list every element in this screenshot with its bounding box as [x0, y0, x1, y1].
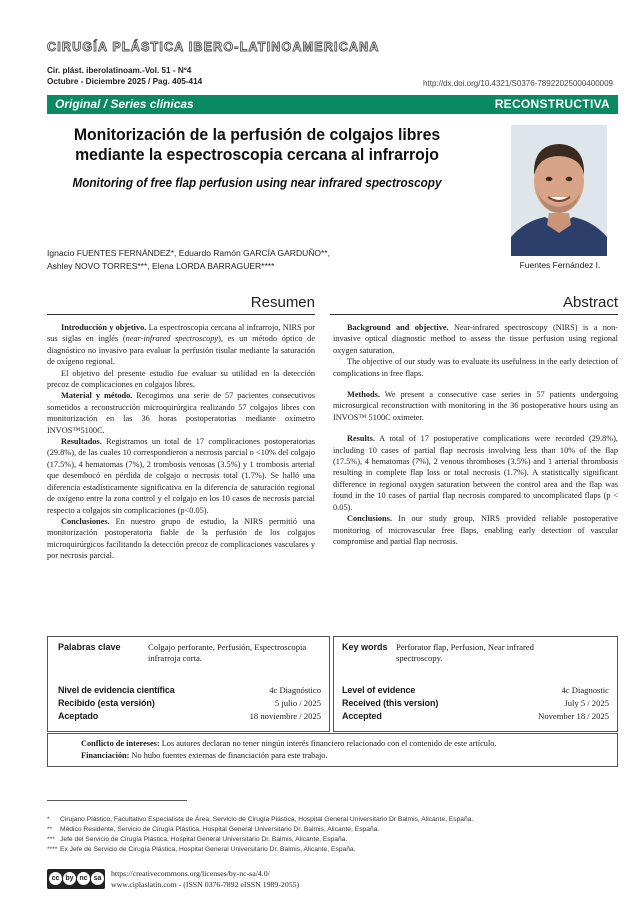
article-type: Original / Series clínicas [55, 97, 194, 111]
keywords-box-es [47, 636, 330, 732]
abstract-conclusions: Conclusions. In our study group, NIRS provided reliable postoperative monitoring of microvascular free flaps, enabling early detection of vascular compromise and partial flap necrosis. [333, 514, 618, 546]
resumen-intro: Introducción y objetivo. La espectroscopia cercana al infrarrojo, NIRS por sus siglas en inglés (near-infrared spectroscopy), es un método óptico de diagnóstico no invasivo para evaluar la perfusión tisular mediante la saturación de oxígeno regional. [47, 323, 315, 367]
abstract-objective: The objective of our study was to evaluate its usefulness in the early detection of complications in free flaps. [333, 357, 618, 378]
section-bar [47, 95, 618, 114]
nc-icon: nc [76, 871, 91, 886]
resumen-heading: Resumen [47, 294, 315, 315]
keywords-label-es: Palabras clave [58, 642, 121, 652]
keywords-value-es: Colgajo perforante, Perfusión, Espectroscopia infrarroja corta. [148, 642, 307, 663]
title-line-1: Monitorización de la perfusión de colgajos libres [73, 125, 441, 144]
funding-statement: Financiación: No hubo fuentes externas de financiación para este trabajo. [81, 750, 328, 760]
cc-icon: cc [48, 871, 63, 886]
footnote-4: **** Ex Jefe de Servicio de Cirugía Plástica, Hospital General Universitario Dr. Balmis, Alicante, España. [47, 846, 356, 853]
creative-commons-badge[interactable] [47, 869, 105, 889]
footnote-rule [47, 800, 187, 801]
english-title: Monitoring of free flap perfusion using near infrared spectroscopy [72, 176, 442, 190]
resumen-body [47, 322, 315, 562]
accepted-row-es: Aceptado 18 noviembre / 2025 [58, 711, 321, 721]
doi-link[interactable]: http://dx.doi.org/10.4321/S0376-78922025000400009 [423, 79, 613, 88]
received-row-es: Recibido (esta versión) 5 julio / 2025 [58, 698, 321, 708]
abstract-body [333, 322, 618, 547]
evidence-row-es: Nivel de evidencia científica 4c Diagnóstico [58, 685, 321, 695]
footnote-2: ** Médico Residente, Servicio de Cirugía Plástica, Hospital General Universitario Dr. Balmis, Alicante, España. [47, 826, 380, 833]
resumen-methods: Material y método. Recogimos una serie de 57 pacientes consecutivos sometidos a reconstrucción microquirúrgica realizando 57 colgajos libres con monitorización en las 36 horas postoperatorias mediante oxímetro INVOS™5100C. [47, 391, 315, 435]
abstract-heading: Abstract [330, 294, 618, 315]
accepted-row-en: Accepted November 18 / 2025 [342, 711, 609, 721]
received-row-en: Received (this version) July 5 / 2025 [342, 698, 609, 708]
keywords-label-en: Key words [342, 642, 388, 652]
abstract-background: Background and objective. Near-infrared spectroscopy (NIRS) is a non-invasive optical diagnostic method to assess the tissue perfusion using regional oxygen saturation. [333, 323, 618, 355]
evidence-row-en: Level of evidence 4c Diagnostic [342, 685, 609, 695]
author-photo [511, 125, 607, 256]
license-url[interactable]: https://creativecommons.org/licenses/by-nc-sa/4.0/ [111, 869, 270, 878]
journal-name: CIRUGÍA PLÁSTICA IBERO-LATINOAMERICANA [47, 40, 380, 54]
sa-icon: sa [90, 871, 105, 886]
keywords-box-en [333, 636, 618, 732]
resumen-objective: El objetivo del presente estudio fue evaluar su utilidad en la detección precoz de complicaciones en colgajos libres. [47, 368, 315, 390]
citation-volume: Cir. plást. iberolatinoam.-Vol. 51 - Nº4 [47, 66, 192, 75]
authors-line-1: Ignacio FUENTES FERNÁNDEZ*, Eduardo Ramón GARCÍA GARDUÑO**, [47, 248, 330, 258]
journal-site[interactable]: www.ciplaslatin.com - (ISSN 0376-7892 eISSN 1989-2055) [111, 880, 300, 889]
resumen-conclusions: Conclusiones. En nuestro grupo de estudio, la NIRS permitió una monitorización postoperatoria fiable de la perfusión de los colgajos microquirúrgicos facilitando la detección precoz de complicaciones vasculares y por necrosis parcial. [47, 516, 315, 561]
photo-caption: Fuentes Fernández I. [519, 260, 601, 270]
author-list [47, 247, 330, 272]
keywords-value-en: Perforator flap, Perfusion, Near infrared spectroscopy. [396, 642, 534, 663]
article-section: RECONSTRUCTIVA [494, 97, 610, 111]
footnote-3: *** Jefe del Servicio de Cirugía Plástica, Hospital General Universitario Dr. Balmis, Alicante, España. [47, 836, 348, 843]
authors-line-2: Ashley NOVO TORRES***, Elena LORDA BARRAGUER**** [47, 260, 275, 271]
by-icon: by [62, 871, 77, 886]
abstract-methods: Methods. We present a consecutive case series in 57 patients undergoing microsurgical reconstruction with monitoring in the 36 postoperative hours using an INVOS™ 5100C oximeter. [333, 390, 618, 422]
resumen-results: Resultados. Registramos un total de 17 complicaciones postoperatorias (29.8%), de las cuales 10 correspondieron a necrosis parcial o <10% del colgajo (17.5%), 4 hematomas (7%), 2 trombosis venosas (3.5%) y 1 trombosis arterial que desembocó en pérdida de colgajo o necrosis total (1.7%). Se halló una diferencia estadísticamente significativa en la diferencia de saturación regional de oxígeno entre la zona control y el colgajo en los 10 casos de necrosis parcial respecto a colgajos sin complicaciones (p<0.05). [47, 437, 315, 515]
footnote-1: * Cirujano Plástico, Facultativo Especialista de Área, Servicio de Cirugía Plástica, Hospital General Universitario Dr Balmis, Alicante, España. [47, 816, 474, 823]
conflict-box [47, 733, 618, 767]
citation-pages: Octubre - Diciembre 2025 / Pag. 405-414 [47, 77, 203, 86]
title-line-2: mediante la espectroscopia cercana al infrarrojo [75, 145, 439, 164]
conflict-statement: Conflicto de intereses: Los autores declaran no tener ningún interés financiero relacionado con el contenido de este artículo. [81, 739, 497, 748]
abstract-results: Results. A total of 17 postoperative complications were recorded (29.8%), including 10 cases of partial flap necrosis involving less than 10% of the flap (17.5%), 4 hematomas (7%), 2 venous thromboses (3.5%) and 1 arterial thrombosis resulting in complete flap loss or total necrosis (1.7%). A statistically significant difference in regional oxygen saturation between the control area and the flap was found in the 10 cases of partial flap necrosis compared to uncomplicated flaps (p < 0.05). [333, 434, 618, 512]
